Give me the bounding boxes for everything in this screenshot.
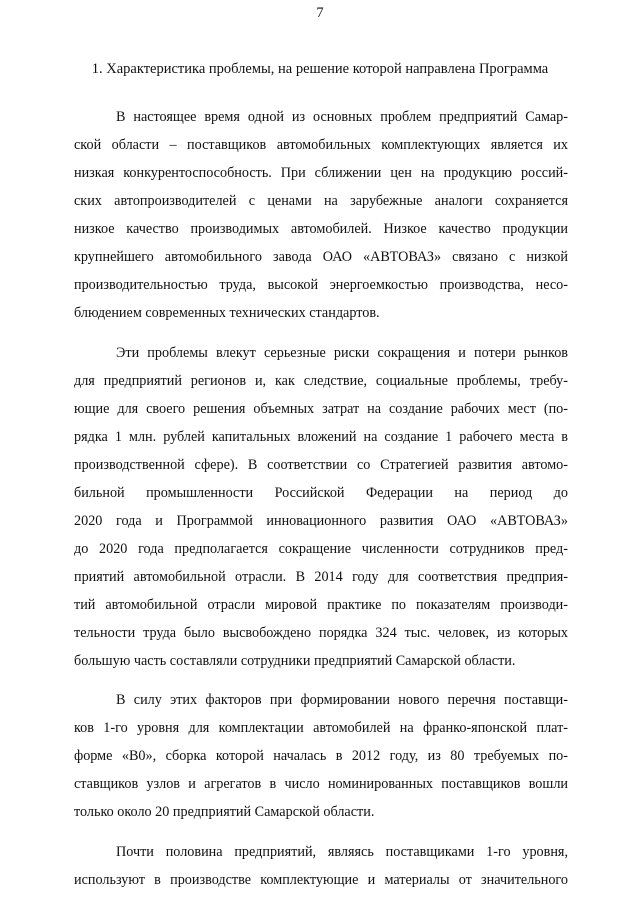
text-line: 2020 года и Программой инновационного развития ОАО «АВТОВАЗ» [74, 512, 568, 529]
text-line: Почти половина предприятий, являясь поставщиками 1-го уровня, [116, 843, 568, 860]
text-line: В силу этих факторов при формировании нового перечня поставщи- [116, 692, 568, 708]
text-line: В настоящее время одной из основных проблем предприятий Самар- [116, 109, 568, 125]
body-text [74, 103, 568, 905]
text-line: приятий автомобильной отрасли. В 2014 году для соответствия предприя- [74, 568, 568, 585]
text-line: для предприятий регионов и, как следствие, социальные проблемы, требу- [74, 372, 568, 389]
text-line: тий автомобильной отрасли мировой практике по показателям производи- [74, 596, 568, 613]
text-line: крупнейшего автомобильного завода ОАО «АВТОВАЗ» связано с низкой [74, 249, 568, 265]
text-line: ющие для своего решения объемных затрат на создание рабочих мест (по- [74, 400, 568, 417]
text-line: низкая конкурентоспособность. При сближении цен на продукцию россий- [74, 165, 568, 181]
text-line: ских автопроизводителей с ценами на зарубежные аналоги сохраняется [74, 193, 568, 209]
section-heading: 1. Характеристика проблемы, на решение которой направлена Программа [91, 61, 549, 77]
text-line: до 2020 года предполагается сокращение численности сотрудников пред- [74, 540, 568, 557]
paragraph-3 [74, 686, 568, 826]
text-line: производственной сфере). В соответствии со Стратегией развития автомо- [74, 456, 568, 473]
text-line: используют в производстве комплектующие и материалы от значительного [74, 871, 568, 888]
paragraph-2 [74, 339, 568, 675]
text-line: производительностью труда, высокой энергоемкостью производства, несо- [74, 277, 568, 293]
text-line: рядка 1 млн. рублей капитальных вложений на создание 1 рабочего места в [74, 428, 568, 445]
text-line: ставщиков узлов и агрегатов в число номинированных поставщиков вошли [74, 776, 568, 792]
text-line: бильной промышленности Российской Федерации на период до [74, 484, 568, 501]
text-line: низкое качество производимых автомобилей. Низкое качество продукции [74, 221, 568, 237]
text-line: ской области – поставщиков автомобильных комплектующих является их [74, 137, 568, 153]
text-line: форме «B0», сборка которой началась в 2012 году, из 80 требуемых по- [74, 748, 568, 764]
text-line: большую часть составляли сотрудники предприятий Самарской области. [74, 652, 516, 669]
text-line: ков 1-го уровня для комплектации автомобилей на франко-японской плат- [74, 720, 568, 736]
text-line: тельности труда было высвобождено порядка 324 тыс. человек, из которых [74, 624, 568, 641]
page-number: 7 [316, 5, 324, 21]
text-line: только около 20 предприятий Самарской области. [74, 804, 375, 820]
paragraph-1 [74, 103, 568, 327]
text-line: блюдением современных технических стандартов. [74, 305, 380, 321]
paragraph-4 [74, 838, 568, 894]
text-line: Эти проблемы влекут серьезные риски сокращения и потери рынков [116, 344, 568, 361]
